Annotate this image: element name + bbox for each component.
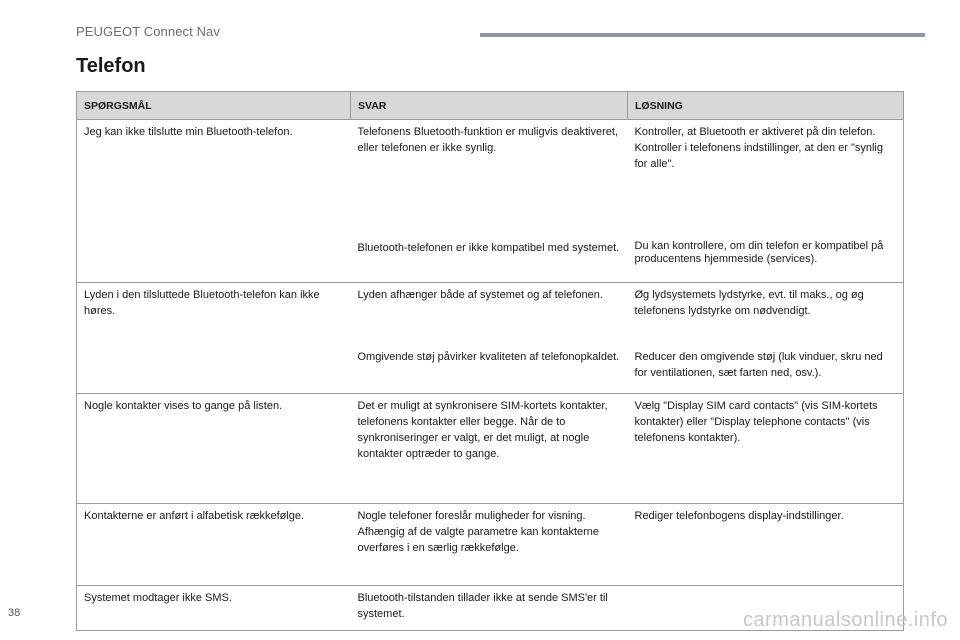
document-header-title: PEUGEOT Connect Nav [76, 24, 220, 39]
answer-cell: Telefonens Bluetooth-funktion er muligvis deaktiveret, eller telefonen er ikke synlig. [357, 126, 618, 154]
watermark-text: carmanualsonline.info [742, 609, 948, 631]
column-header-solution: LØSNING [628, 92, 904, 120]
answer-cell: Nogle telefoner foreslår muligheder for visning. Afhængig af de valgte parametre kan kontakterne overføres i en særlig rækkefølge. [351, 504, 628, 586]
question-cell: Lyden i den tilsluttede Bluetooth-telefon kan ikke høres. [77, 283, 351, 394]
table-row [77, 504, 904, 586]
solution-cell: Øg lydsystemets lydstyrke, evt. til maks., og øg telefonens lydstyrke om nødvendigt. [628, 283, 904, 345]
answer-cell: Omgivende støj påvirker kvaliteten af telefonopkaldet. [351, 345, 628, 394]
troubleshooting-table [76, 91, 904, 631]
solution-cell: Reducer den omgivende støj (luk vinduer, skru ned for ventilationen, sæt farten ned, osv.). [628, 345, 904, 394]
header-divider-bar [480, 33, 925, 37]
question-cell: Jeg kan ikke tilslutte min Bluetooth-telefon. [77, 120, 351, 283]
section-title: Telefon [76, 55, 146, 77]
solution-cell: Kontroller, at Bluetooth er aktiveret på din telefon. Kontroller i telefonens indstillinger, at den er "synlig for alle". [628, 120, 904, 236]
page-number: 38 [8, 607, 21, 619]
column-header-question: SPØRGSMÅL [77, 92, 351, 120]
answer-cell: Bluetooth-telefonen er ikke kompatibel med systemet. [351, 236, 628, 283]
answer-cell: Lyden afhænger både af systemet og af telefonen. [357, 289, 603, 301]
solution-cell: Vælg "Display SIM card contacts" (vis SIM-kortets kontakter) eller "Display telephone contacts" (vis telefonens kontakter). [628, 394, 904, 504]
answer-cell: Bluetooth-tilstanden tillader ikke at sende SMS'er til systemet. [351, 586, 628, 631]
table-row [77, 120, 904, 236]
table-header-row [77, 92, 904, 120]
question-cell: Systemet modtager ikke SMS. [77, 586, 351, 631]
table-row [77, 394, 904, 504]
column-header-answer: SVAR [351, 92, 628, 120]
question-cell: Kontakterne er anført i alfabetisk rækkefølge. [77, 504, 351, 586]
solution-cell: Du kan kontrollere, om din telefon er kompatibel på producentens hjemmeside (services). [628, 236, 904, 283]
answer-cell: Det er muligt at synkronisere SIM-kortets kontakter, telefonens kontakter eller begge. Når de to synkroniseringer er valgt, er det muligt, at nogle kontakter optræder to gange. [351, 394, 628, 504]
solution-cell: Rediger telefonbogens display-indstillinger. [628, 504, 904, 586]
question-cell: Nogle kontakter vises to gange på listen. [77, 394, 351, 504]
table-row [77, 283, 904, 345]
